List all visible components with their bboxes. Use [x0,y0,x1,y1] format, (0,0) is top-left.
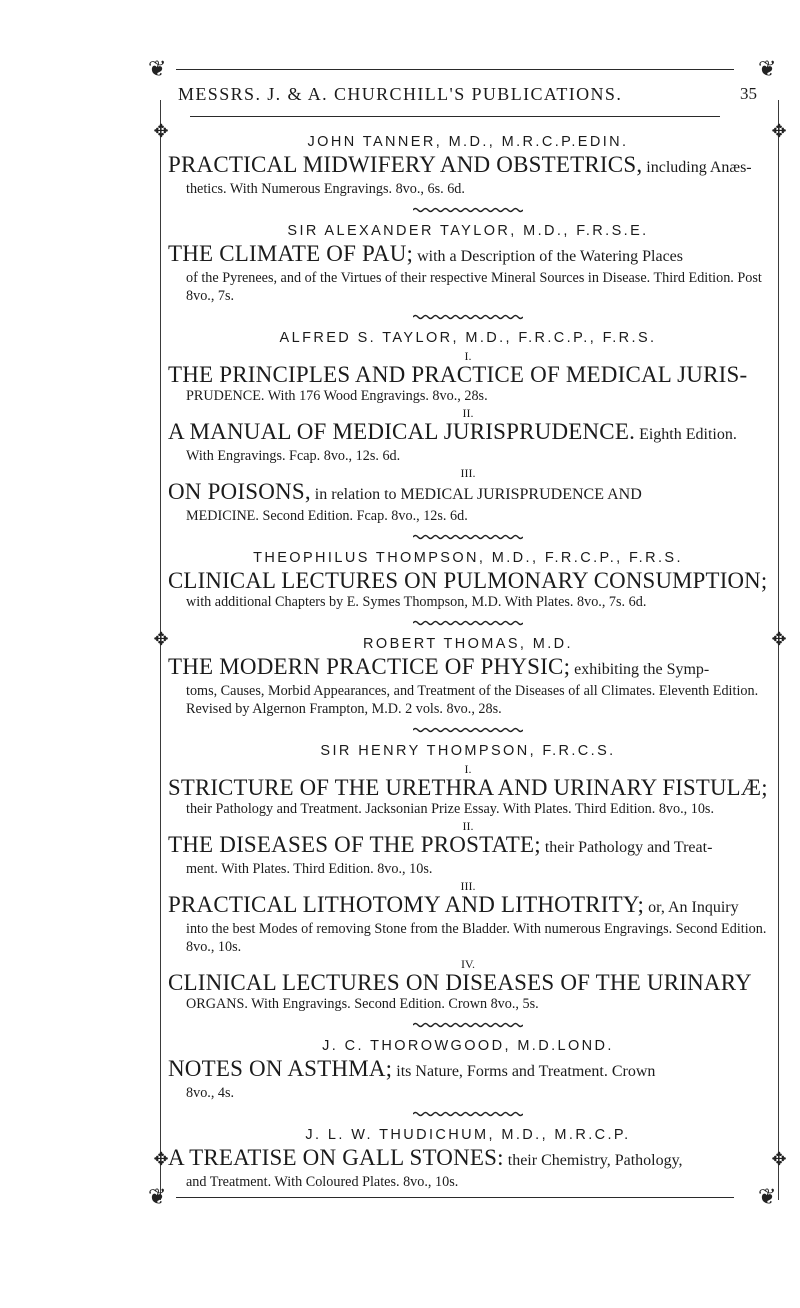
book-title-continuation: exhibiting the Symp- [570,661,710,678]
book-description: into the best Modes of removing Stone from the Bladder. With numerous Engravings. Second Edition. 8vo., 10s. [186,921,767,955]
book-description: ment. With Plates. Third Edition. 8vo., 10s. [186,861,433,877]
corner-ornament-top-left: ❦ [148,56,167,81]
book-entry [168,241,768,305]
side-ornament-left-bottom: ✥ [153,1149,169,1169]
author-heading: THEOPHILUS THOMPSON, M.D., F.R.C.P., F.R.S. [253,550,683,566]
book-title-continuation: its Nature, Forms and Treatment. Crown [392,1063,656,1080]
book-description: PRUDENCE. With 176 Wood Engravings. 8vo., 28s. [186,388,488,404]
book-title-text: CLINICAL LECTURES ON PULMONARY CONSUMPTION; [168,568,768,593]
book-entry [168,654,768,718]
book-entry [168,350,768,405]
author-heading: JOHN TANNER, M.D., M.R.C.P.EDIN. [307,134,629,150]
page-header: MESSRS. J. & A. CHURCHILL'S PUBLICATIONS. [178,84,623,104]
book-title [168,892,768,920]
book-description: ORGANS. With Engravings. Second Edition. Crown 8vo., 5s. [186,996,539,1012]
book-title-text: ON POISONS, [168,479,311,504]
book-entry [168,880,768,956]
book-title-text: THE CLIMATE OF PAU; [168,241,414,266]
book-title-text: THE MODERN PRACTICE OF PHYSIC; [168,654,571,679]
book-title-text: THE DISEASES OF THE PROSTATE; [168,832,541,857]
side-ornament-right-top: ✥ [771,121,787,141]
book-description: MEDICINE. Second Edition. Fcap. 8vo., 12s. 6d. [186,508,468,524]
volume-numeral: III. [460,879,476,893]
book-title-text: PRACTICAL MIDWIFERY AND OBSTETRICS, [168,152,643,177]
side-ornament-right-bottom: ✥ [771,1149,787,1169]
volume-numeral: II. [462,819,474,833]
author-heading: SIR ALEXANDER TAYLOR, M.D., F.R.S.E. [287,223,649,239]
book-description: their Pathology and Treatment. Jacksonian Prize Essay. With Plates. Third Edition. 8vo., 10s. [186,801,714,817]
author-heading: J. C. THOROWGOOD, M.D.LOND. [322,1038,614,1054]
book-entry [168,1056,768,1102]
corner-ornament-bottom-left: ❦ [148,1184,167,1209]
book-title [168,241,768,269]
section-divider [413,1111,523,1117]
book-description: of the Pyrenees, and of the Virtues of their respective Mineral Sources in Disease. Third Edition. Post 8vo., 7s. [186,270,762,304]
side-ornament-left-middle: ✥ [153,629,169,649]
book-title-continuation: or, An Inquiry [644,899,739,916]
book-title [168,775,768,800]
volume-numeral: II. [462,406,474,420]
book-title [168,479,768,507]
author-heading: SIR HENRY THOMPSON, F.R.C.S. [320,743,616,759]
section-divider [413,314,523,320]
book-title-continuation: including Anæs- [642,159,752,176]
book-title-text: A MANUAL OF MEDICAL JURISPRUDENCE. [168,419,636,444]
book-title-text: STRICTURE OF THE URETHRA AND URINARY FISTULÆ; [168,775,768,800]
book-title-continuation: their Chemistry, Pathology, [503,1152,683,1169]
book-description: 8vo., 4s. [186,1085,235,1101]
book-title [168,419,768,447]
side-ornament-right-middle: ✥ [771,629,787,649]
bottom-border-rule [176,1197,734,1198]
right-border [778,100,779,1200]
book-description: thetics. With Numerous Engravings. 8vo., 6s. 6d. [186,181,465,197]
section-divider [413,727,523,733]
book-title-continuation: with a Description of the Watering Places [413,248,684,265]
book-title [168,152,768,180]
section-divider [413,207,523,213]
author-heading: ALFRED S. TAYLOR, M.D., F.R.C.P., F.R.S. [279,330,657,346]
book-description: with additional Chapters by E. Symes Thompson, M.D. With Plates. 8vo., 7s. 6d. [186,594,647,610]
book-title [168,970,768,995]
book-title [168,568,768,593]
book-title [168,654,768,682]
section-divider [413,1022,523,1028]
book-title [168,1056,768,1084]
top-border-rule [176,69,734,70]
section-divider [413,620,523,626]
book-title-continuation: Eighth Edition. [635,426,737,443]
corner-ornament-top-right: ❦ [758,56,777,81]
book-description: With Engravings. Fcap. 8vo., 12s. 6d. [186,448,401,464]
book-title-text: NOTES ON ASTHMA; [168,1056,393,1081]
book-entry [168,467,768,525]
book-title [168,832,768,860]
book-title-continuation: in relation to MEDICAL JURISPRUDENCE AND [310,486,642,503]
book-title-text: A TREATISE ON GALL STONES: [168,1145,504,1170]
book-entry [168,820,768,878]
book-entry [168,958,768,1013]
volume-numeral: I. [464,349,472,363]
corner-ornament-bottom-right: ❦ [758,1184,777,1209]
author-heading: J. L. W. THUDICHUM, M.D., M.R.C.P. [305,1127,631,1143]
book-entry [168,1145,768,1191]
book-title [168,362,768,387]
volume-numeral: III. [460,466,476,480]
book-entry [168,568,768,611]
volume-numeral: IV. [460,957,476,971]
book-description: toms, Causes, Morbid Appearances, and Treatment of the Diseases of all Climates. Eleventh Edition. Revised by Algernon Frampton, M.D. 2 vols. 8vo., 28s. [186,683,759,717]
section-divider [413,534,523,540]
book-title-text: CLINICAL LECTURES ON DISEASES OF THE URINARY [168,970,752,995]
book-entry [168,152,768,198]
book-entry [168,407,768,465]
book-description: and Treatment. With Coloured Plates. 8vo., 10s. [186,1174,459,1190]
side-ornament-left-top: ✥ [153,121,169,141]
book-title-text: PRACTICAL LITHOTOMY AND LITHOTRITY; [168,892,645,917]
author-heading: ROBERT THOMAS, M.D. [363,636,573,652]
volume-numeral: I. [464,762,472,776]
left-border [160,100,161,1200]
book-title-continuation: their Pathology and Treat- [540,839,713,856]
book-title-text: THE PRINCIPLES AND PRACTICE OF MEDICAL JURIS- [168,362,748,387]
header-rule [190,116,720,117]
book-title [168,1145,768,1173]
page-number: 35 [740,84,757,103]
book-entry [168,763,768,818]
catalogue-listing [168,132,768,1191]
